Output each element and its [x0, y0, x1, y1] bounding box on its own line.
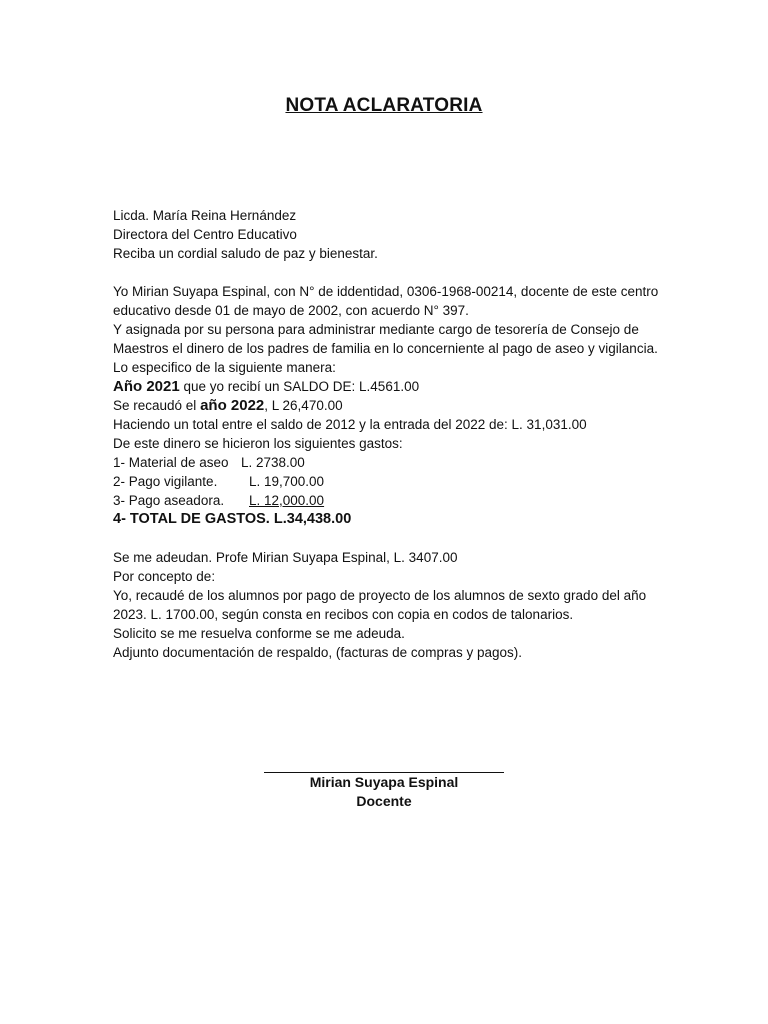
- document-body: [113, 206, 673, 662]
- signature-role: Docente: [356, 793, 412, 809]
- total-expenses: 4- TOTAL DE GASTOS. L.34,438.00: [113, 511, 352, 527]
- request-line: Solicito se me resuelva conforme se me adeuda.: [113, 626, 405, 641]
- greeting-line: Reciba un cordial saludo de paz y bienestar.: [113, 246, 378, 261]
- year-2022-line: [113, 396, 673, 415]
- expense-label: 2- Pago vigilante.: [113, 474, 218, 489]
- recipient-role: Directora del Centro Educativo: [113, 227, 297, 242]
- attachment-line: Adjunto documentación de respaldo, (facturas de compras y pagos).: [113, 645, 522, 660]
- total-income-line: Haciendo un total entre el saldo de 2012 y la entrada del 2022 de: L. 31,031.00: [113, 417, 587, 432]
- expense-amount: L. 12,000.00: [249, 493, 325, 508]
- concept-line: Por concepto de:: [113, 569, 216, 584]
- intro-paragraph-2: Y asignada por su persona para administrar mediante cargo de tesorería de Consejo de Maestros el dinero de los padres de familia en lo concerniente al pago de aseo y vigilancia.: [113, 322, 658, 356]
- expense-row: [113, 453, 673, 472]
- expense-label: 3- Pago aseadora.: [113, 493, 225, 508]
- expense-amount: L. 19,700.00: [249, 474, 325, 489]
- expense-row: [113, 472, 673, 491]
- concept-detail: Yo, recaudé de los alumnos por pago de proyecto de los alumnos de sexto grado del año 2023. L. 1700.00, según consta en recibos con copia en codos de talonarios.: [113, 588, 647, 622]
- expense-label: 1- Material de aseo: [113, 455, 229, 470]
- intro-paragraph-3: Lo especifico de la siguiente manera:: [113, 360, 336, 375]
- expense-amount: L. 2738.00: [241, 455, 305, 470]
- signature-line: [264, 756, 504, 773]
- recipient-name: Licda. María Reina Hernández: [113, 208, 297, 223]
- document-title: NOTA ACLARATORIA: [285, 95, 483, 116]
- signature-block: [0, 756, 768, 811]
- year-2021-label: Año 2021: [113, 378, 180, 395]
- signature-name: Mirian Suyapa Espinal: [309, 774, 459, 790]
- owed-line: Se me adeudan. Profe Mirian Suyapa Espinal, L. 3407.00: [113, 550, 458, 565]
- year-2022-label: año 2022: [200, 397, 265, 414]
- expense-row: [113, 491, 673, 510]
- year-2022-text: , L 26,470.00: [264, 398, 343, 413]
- year-2021-line: [113, 377, 673, 396]
- year-2022-prefix: Se recaudó el: [113, 398, 201, 413]
- intro-paragraph-1: Yo Mirian Suyapa Espinal, con N° de iddentidad, 0306-1968-00214, docente de este centro educativo desde 01 de mayo de 2002, con acuerdo N° 397.: [113, 284, 659, 318]
- expenses-intro: De este dinero se hicieron los siguientes gastos:: [113, 436, 403, 451]
- year-2021-text: que yo recibí un SALDO DE: L.4561.00: [179, 379, 420, 394]
